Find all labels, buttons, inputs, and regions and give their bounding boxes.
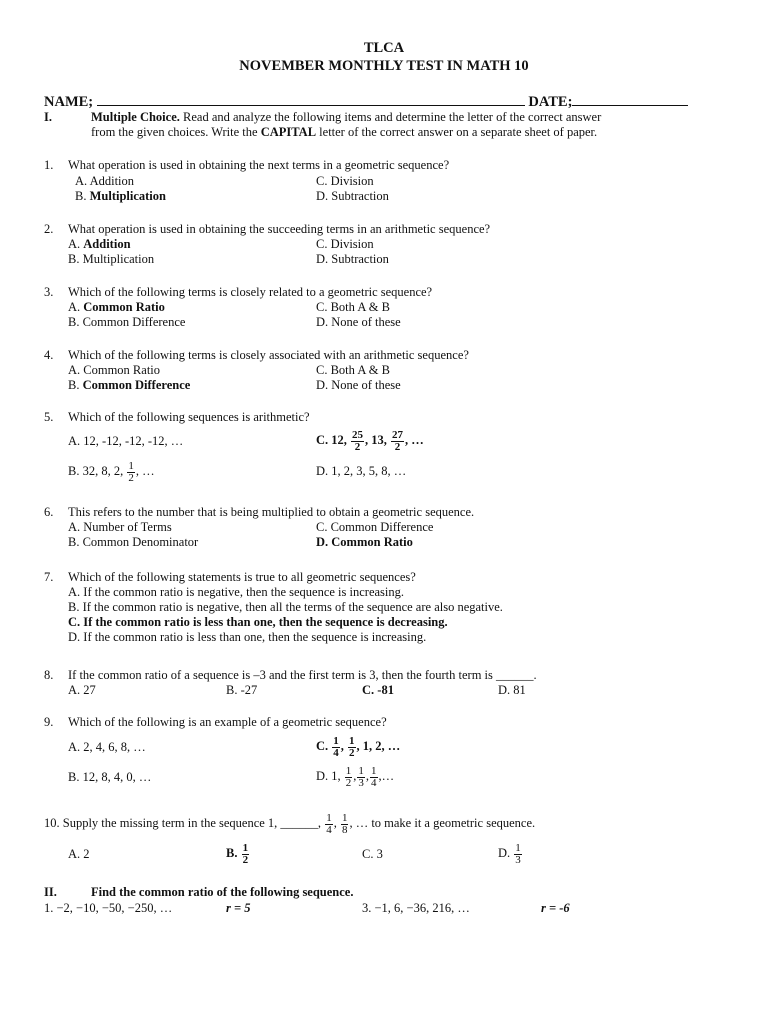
part2-number: II.	[44, 885, 57, 899]
fraction	[391, 430, 404, 453]
fraction	[370, 766, 378, 789]
name-blank	[97, 93, 525, 106]
q6-number: 6.	[44, 505, 54, 519]
q1-b-letter: B.	[75, 189, 87, 203]
q6-option-a: A. Number of Terms	[68, 520, 172, 534]
q9-option-b: B. 12, 8, 4, 0, …	[68, 770, 152, 784]
q1-option-d: D. Subtraction	[316, 189, 389, 203]
q5-c-post: , …	[405, 433, 424, 447]
q2-a-letter: A.	[68, 237, 81, 251]
q5-option-c	[316, 425, 424, 455]
numerator: 25	[352, 428, 364, 441]
q10-d-letter: D.	[498, 846, 511, 860]
part2-item-1: 1. −2, −10, −50, −250, …	[44, 901, 173, 915]
q5-number: 5.	[44, 410, 54, 424]
part1-instructions-line1	[91, 110, 601, 125]
part2-answer-1: r = 5	[226, 901, 251, 915]
q2-option-b: B. Multiplication	[68, 252, 155, 266]
q1-b-answer: Multiplication	[89, 189, 166, 203]
q3-text: Which of the following terms is closely related to a geometric sequence?	[68, 285, 433, 299]
fraction	[345, 766, 353, 789]
date-blank	[572, 93, 688, 106]
q5-c-mid: , 13,	[365, 433, 387, 447]
q8-option-a: A. 27	[68, 683, 96, 697]
q4-number: 4.	[44, 348, 54, 362]
q1-number: 1.	[44, 158, 54, 172]
q3-option-d: D. None of these	[316, 315, 401, 329]
q1-option-c: C. Division	[316, 174, 374, 188]
q6-option-d: D. Common Ratio	[316, 535, 413, 549]
denominator: 4	[333, 746, 339, 759]
fraction	[325, 813, 333, 836]
q9-c-pre: C.	[316, 739, 329, 753]
q3-a-answer: Common Ratio	[83, 300, 165, 314]
denominator: 2	[349, 746, 355, 759]
q7-option-c: C. If the common ratio is less than one, then the sequence is decreasing.	[68, 615, 448, 629]
denominator: 8	[341, 823, 348, 836]
numerator: 1	[333, 734, 339, 747]
part1-heading: Multiple Choice.	[91, 110, 180, 124]
q4-option-d: D. None of these	[316, 378, 401, 392]
q3-number: 3.	[44, 285, 54, 299]
q9-d-post: ,…	[378, 769, 395, 783]
denominator: 2	[394, 440, 401, 453]
q10-option-c: C. 3	[362, 847, 383, 861]
q5-b-post: , …	[135, 464, 155, 478]
denominator: 2	[128, 471, 134, 484]
q9-text: Which of the following is an example of a geometric sequence?	[68, 715, 387, 729]
q9-d-pre: D. 1,	[316, 769, 341, 783]
q1-option-a: A. Addition	[75, 174, 135, 188]
q5-c-pre: C. 12,	[316, 433, 347, 447]
part1-instructions-line2	[91, 125, 597, 140]
denominator: 3	[358, 776, 364, 789]
numerator: 1	[515, 841, 521, 854]
denominator: 2	[242, 853, 249, 866]
part2-item-3: 3. −1, 6, −36, 216, …	[362, 901, 470, 915]
q9-option-a: A. 2, 4, 6, 8, …	[68, 740, 146, 754]
fraction	[348, 736, 356, 759]
q9-option-c: C. $\frac{1}{4}$ , $\frac{1}{2}$ , 1, 2, …	[316, 734, 401, 759]
q10-text-post: , … to make it a geometric sequence.	[349, 816, 536, 830]
denominator: 3	[515, 853, 521, 866]
q9-c-post: , 1, 2, …	[356, 739, 401, 753]
q5-b-pre: B. 32, 8, 2,	[68, 464, 124, 478]
q2-option-a	[68, 237, 131, 252]
q5-text: Which of the following sequences is arithmetic?	[68, 410, 310, 424]
fraction	[341, 813, 349, 836]
q9-number: 9.	[44, 715, 54, 729]
q10-number: 10.	[44, 816, 60, 830]
numerator: 1	[326, 811, 332, 824]
date-label: DATE;	[528, 94, 573, 110]
q7-text: Which of the following statements is true to all geometric sequences?	[68, 570, 416, 584]
q10-option-d	[498, 838, 523, 868]
denominator: 4	[326, 823, 332, 836]
q10-option-a: A. 2	[68, 847, 90, 861]
numerator: 1	[349, 734, 355, 747]
q8-number: 8.	[44, 668, 54, 682]
q6-option-b: B. Common Denominator	[68, 535, 199, 549]
q8-option-c: C. -81	[362, 683, 394, 697]
q3-option-b: B. Common Difference	[68, 315, 186, 329]
q7-number: 7.	[44, 570, 54, 584]
name-label: NAME;	[44, 94, 94, 110]
q4-text: Which of the following terms is closely associated with an arithmetic sequence?	[68, 348, 469, 362]
q4-b-answer: Common Difference	[82, 378, 191, 392]
numerator: 1	[345, 764, 352, 777]
q10-option-b	[226, 838, 250, 868]
numerator: 27	[392, 428, 404, 441]
denominator: 2	[345, 776, 352, 789]
q4-option-a: A. Common Ratio	[68, 363, 161, 377]
test-title: NOVEMBER MONTHLY TEST IN MATH 10	[239, 58, 529, 74]
q3-option-a	[68, 300, 165, 315]
denominator: 4	[371, 776, 377, 789]
fraction	[242, 843, 250, 866]
school-name: TLCA	[363, 40, 405, 56]
q9-option-d: D. 1, $\frac{1}{2}$ , $\frac{1}{3}$ , $\frac{1}{4}$ ,…	[316, 764, 395, 789]
numerator: 1	[371, 764, 377, 777]
q8-option-d: D. 81	[498, 683, 526, 697]
q3-a-letter: A.	[68, 300, 81, 314]
instr-text-2c: letter of the correct answer on a separate sheet of paper.	[319, 125, 598, 139]
q10-text-pre: Supply the missing term in the sequence 1, ______,	[62, 816, 322, 830]
q5-option-d: D. 1, 2, 3, 5, 8, …	[316, 464, 407, 478]
numerator: 1	[242, 841, 249, 854]
fraction	[351, 430, 364, 453]
q7-option-a: A. If the common ratio is negative, then the sequence is increasing.	[68, 585, 405, 599]
q8-text: If the common ratio of a sequence is –3 and the first term is 3, then the fourth term is ______.	[68, 668, 537, 682]
q2-text: What operation is used in obtaining the succeeding terms in an arithmetic sequence?	[68, 222, 491, 236]
q5-option-b	[68, 456, 155, 486]
fraction	[127, 461, 135, 484]
denominator: 2	[354, 440, 361, 453]
q1-option-b	[75, 189, 166, 204]
q2-number: 2.	[44, 222, 54, 236]
q10-stem: 10. Supply the missing term in the sequence 1, ______, $\frac{1}{4}$ , $\frac{1}{8}$ , … to make it a geometric sequence.	[44, 811, 536, 836]
q4-b-letter: B.	[68, 378, 80, 392]
numerator: 1	[128, 459, 134, 472]
part2-heading: Find the common ratio of the following sequence.	[91, 885, 354, 899]
q10-b-letter: B.	[226, 846, 238, 860]
instr-text-1: Read and analyze the following items and determine the letter of the correct answer	[183, 110, 602, 124]
name-date-line	[44, 93, 688, 110]
q4-option-c: C. Both A & B	[316, 363, 390, 377]
fraction	[332, 736, 340, 759]
instr-capital: CAPITAL	[260, 125, 317, 139]
numerator: 1	[358, 764, 364, 777]
q8-option-b: B. -27	[226, 683, 258, 697]
q3-option-c: C. Both A & B	[316, 300, 390, 314]
fraction	[357, 766, 365, 789]
q6-text: This refers to the number that is being multiplied to obtain a geometric sequence.	[68, 505, 475, 519]
part1-number: I.	[44, 110, 52, 124]
q1-text: What operation is used in obtaining the next terms in a geometric sequence?	[68, 158, 450, 172]
part2-answer-3: r = -6	[541, 901, 570, 915]
q7-option-b: B. If the common ratio is negative, then all the terms of the sequence are also negative.	[68, 600, 503, 614]
q7-option-d: D. If the common ratio is less than one, then the sequence is increasing.	[68, 630, 427, 644]
q5-option-a: A. 12, -12, -12, -12, …	[68, 434, 184, 448]
q2-a-answer: Addition	[83, 237, 131, 251]
q2-option-c: C. Division	[316, 237, 374, 251]
numerator: 1	[341, 811, 348, 824]
instr-text-2a: from the given choices. Write the	[91, 125, 258, 139]
q4-option-b	[68, 378, 190, 393]
fraction	[514, 843, 522, 866]
q2-option-d: D. Subtraction	[316, 252, 389, 266]
q6-option-c: C. Common Difference	[316, 520, 434, 534]
